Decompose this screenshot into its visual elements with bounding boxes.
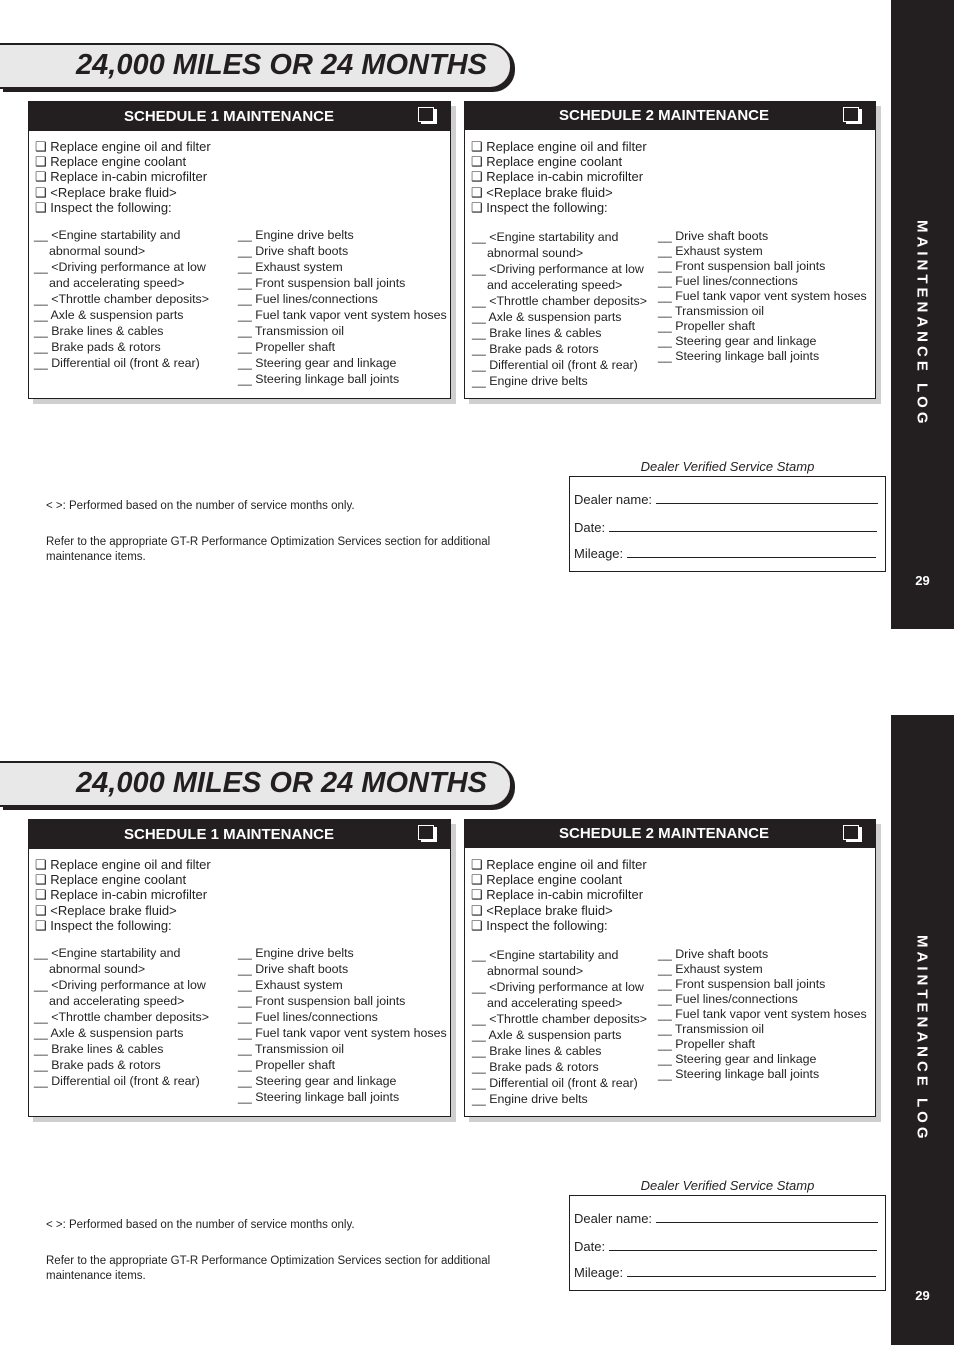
checkbox-icon [418,825,434,840]
list-item[interactable]: ❑ Replace engine oil and filter [471,857,647,872]
inspect-item[interactable]: __ <Driving performance at low [34,978,206,992]
inspect-item[interactable]: __ Differential oil (front & rear) [472,1076,638,1090]
inspect-item[interactable]: __ Steering linkage ball joints [238,372,400,386]
inspect-item[interactable]: __ <Engine startability and [34,228,181,242]
inspect-item[interactable]: __ Axle & suspension parts [472,310,622,324]
schedule2-box [464,819,876,1117]
inspect-item-cont: and accelerating speed> [49,994,185,1008]
inspect-item-cont: and accelerating speed> [487,278,623,292]
inspect-item[interactable]: __ <Driving performance at low [472,980,644,994]
inspect-item[interactable]: __ Propeller shaft [658,1037,756,1051]
inspect-item[interactable]: __ Axle & suspension parts [34,1026,184,1040]
schedule2-header [465,820,875,848]
inspect-item[interactable]: __ Exhaust system [658,244,763,258]
mileage-label: Mileage: [574,1265,624,1280]
inspect-item[interactable]: __ Steering linkage ball joints [658,1067,820,1081]
inspect-item-cont: abnormal sound> [487,246,584,260]
inspect-item[interactable]: __ Engine drive belts [238,946,354,960]
inspect-item-cont: and accelerating speed> [487,996,623,1010]
inspect-item[interactable]: __ Engine drive belts [472,1092,588,1106]
date-label: Date: [574,520,606,535]
inspect-item[interactable]: __ Propeller shaft [238,1058,336,1072]
schedule1-box [28,101,451,399]
inspect-item[interactable]: __ Steering gear and linkage [238,356,397,370]
dealer-name-label: Dealer name: [574,1211,653,1226]
schedule1-items [35,857,211,933]
inspect-item[interactable]: __ <Throttle chamber deposits> [34,1010,209,1024]
inspect-item[interactable]: __ Drive shaft boots [238,962,349,976]
inspect-item[interactable]: __ Transmission oil [238,1042,345,1056]
mileage-label: Mileage: [574,546,624,561]
list-item: ❑ Inspect the following: [35,199,172,215]
sidebar [891,0,954,629]
list-item: ❑ Inspect the following: [471,199,608,215]
schedule2-items [471,139,647,215]
inspect-item[interactable]: __ Drive shaft boots [658,947,769,961]
list-item[interactable]: ❑ <Replace brake fluid> [471,184,613,200]
sidebar-label: MAINTENANCE LOG [913,935,931,1143]
list-item[interactable]: ❑ Replace engine oil and filter [35,857,211,872]
inspect-item[interactable]: __ Steering linkage ball joints [238,1090,400,1104]
inspect-item[interactable]: __ Transmission oil [658,304,765,318]
schedule1-col1 [34,227,209,371]
inspect-item[interactable]: __ Fuel tank vapor vent system hoses [238,308,447,322]
schedule2-box [464,101,876,399]
inspect-item-cont: abnormal sound> [49,962,146,976]
inspect-item[interactable]: __ Brake pads & rotors [34,1058,161,1072]
list-item[interactable]: ❑ Replace engine coolant [35,154,187,170]
schedule1-box [28,819,451,1117]
schedule2-col1 [472,947,647,1107]
inspect-item[interactable]: __ Exhaust system [238,978,343,992]
schedule1-header [29,102,450,131]
inspect-item[interactable]: __ <Engine startability and [472,948,619,962]
inspect-item[interactable]: __ Fuel lines/connections [658,992,798,1006]
dealer-name-field[interactable] [574,491,878,507]
dealer-stamp-box [569,1195,886,1291]
schedule1-heading: SCHEDULE 1 MAINTENANCE [124,826,335,843]
inspect-item[interactable]: __ Exhaust system [238,260,343,274]
dealer-name-field[interactable] [574,1210,878,1226]
checkbox-icon [843,107,859,122]
inspect-item[interactable]: __ Differential oil (front & rear) [472,358,638,372]
inspect-item[interactable]: __ <Throttle chamber deposits> [34,292,209,306]
page-top [0,0,954,630]
schedule2-header [465,102,875,130]
inspect-item[interactable]: __ <Engine startability and [34,946,181,960]
date-field[interactable] [574,1238,877,1254]
inspect-item[interactable]: __ Front suspension ball joints [238,276,406,290]
list-item: ❑ Inspect the following: [35,917,172,933]
inspect-item[interactable]: __ Engine drive belts [472,374,588,388]
date-label: Date: [574,1239,606,1254]
schedule1-items [35,139,211,215]
section-title: 24,000 MILES OR 24 MONTHS [76,767,487,799]
inspect-item[interactable]: __ Front suspension ball joints [658,259,826,273]
inspect-item[interactable]: __ Brake lines & cables [472,326,602,340]
note-refer: Refer to the appropriate GT-R Performance Optimization Services section for additional maintenance items. [46,1255,491,1282]
stamp-title: Dealer Verified Service Stamp [640,1178,815,1193]
note-months: < >: Performed based on the number of service months only. [46,500,355,512]
schedule1-col2 [238,945,447,1105]
page-bottom [0,718,954,1348]
inspect-item[interactable]: __ <Throttle chamber deposits> [472,1012,647,1026]
inspect-item[interactable]: __ Fuel tank vapor vent system hoses [238,1026,447,1040]
inspect-item[interactable]: __ Brake lines & cables [472,1044,602,1058]
inspect-item[interactable]: __ <Throttle chamber deposits> [472,294,647,308]
inspect-item[interactable]: __ Fuel lines/connections [658,274,798,288]
sidebar-label: MAINTENANCE LOG [913,220,931,428]
schedule2-heading: SCHEDULE 2 MAINTENANCE [559,825,770,842]
inspect-item[interactable]: __ Brake pads & rotors [472,1060,599,1074]
mileage-field[interactable] [574,1264,876,1280]
inspect-item[interactable]: __ Engine drive belts [238,228,354,242]
schedule1-header [29,820,450,849]
section-title: 24,000 MILES OR 24 MONTHS [76,49,487,81]
inspect-item[interactable]: __ Fuel lines/connections [238,1010,378,1024]
inspect-item-cont: and accelerating speed> [49,276,185,290]
inspect-item[interactable]: __ Exhaust system [658,962,763,976]
schedule1-col1 [34,945,209,1089]
list-item[interactable]: ❑ Replace engine coolant [471,154,623,170]
inspect-item[interactable]: __ Propeller shaft [238,340,336,354]
schedule2-col1 [472,229,647,389]
inspect-item[interactable]: __ <Engine startability and [472,230,619,244]
inspect-item[interactable]: __ Fuel tank vapor vent system hoses [658,1007,867,1021]
note-months: < >: Performed based on the number of service months only. [46,1219,355,1231]
list-item[interactable]: ❑ <Replace brake fluid> [35,184,177,200]
page-number: 29 [915,573,930,588]
date-field[interactable] [574,519,877,535]
list-item[interactable]: ❑ Replace engine oil and filter [35,139,211,154]
section-title-bar [0,761,512,807]
inspect-item[interactable]: __ Front suspension ball joints [238,994,406,1008]
inspect-item[interactable]: __ Fuel lines/connections [238,292,378,306]
inspect-item[interactable]: __ Steering gear and linkage [658,334,817,348]
inspect-item[interactable]: __ Brake pads & rotors [472,342,599,356]
inspect-item[interactable]: __ Transmission oil [658,1022,765,1036]
note-refer: Refer to the appropriate GT-R Performance Optimization Services section for additional maintenance items. [46,536,491,563]
list-item[interactable]: ❑ <Replace brake fluid> [35,902,177,918]
mileage-field[interactable] [574,545,876,561]
section-title-bar [0,43,512,89]
list-item[interactable]: ❑ Replace engine coolant [471,872,623,888]
inspect-item[interactable]: __ Front suspension ball joints [658,977,826,991]
schedule1-heading: SCHEDULE 1 MAINTENANCE [124,108,335,125]
inspect-item[interactable]: __ <Driving performance at low [472,262,644,276]
page-number: 29 [915,1288,930,1303]
sidebar [891,715,954,1345]
list-item[interactable]: ❑ Replace engine coolant [35,872,187,888]
inspect-item[interactable]: __ Fuel tank vapor vent system hoses [658,289,867,303]
inspect-item[interactable]: __ Brake lines & cables [34,1042,164,1056]
inspect-item[interactable]: __ Axle & suspension parts [34,308,184,322]
inspect-item-cont: abnormal sound> [487,964,584,978]
list-item[interactable]: ❑ <Replace brake fluid> [471,902,613,918]
inspect-item[interactable]: __ Transmission oil [238,324,345,338]
dealer-stamp-box [569,476,886,572]
list-item[interactable]: ❑ Replace engine oil and filter [471,139,647,154]
schedule1-col2 [238,227,447,387]
list-item[interactable]: ❑ Replace in-cabin microfilter [35,169,208,185]
inspect-item[interactable]: __ Brake lines & cables [34,324,164,338]
inspect-item[interactable]: __ Steering gear and linkage [658,1052,817,1066]
inspect-item[interactable]: __ Propeller shaft [658,319,756,333]
schedule2-col2 [658,229,867,364]
inspect-item[interactable]: __ Drive shaft boots [658,229,769,243]
dealer-name-label: Dealer name: [574,492,653,507]
inspect-item[interactable]: __ Steering linkage ball joints [658,349,820,363]
list-item: ❑ Inspect the following: [471,917,608,933]
schedule2-col2 [658,947,867,1082]
inspect-item[interactable]: __ Axle & suspension parts [472,1028,622,1042]
list-item[interactable]: ❑ Replace in-cabin microfilter [471,887,644,903]
stamp-title: Dealer Verified Service Stamp [640,459,815,474]
list-item[interactable]: ❑ Replace in-cabin microfilter [35,887,208,903]
inspect-item[interactable]: __ Drive shaft boots [238,244,349,258]
inspect-item[interactable]: __ Differential oil (front & rear) [34,1074,200,1088]
checkbox-icon [418,107,434,122]
schedule2-items [471,857,647,933]
list-item[interactable]: ❑ Replace in-cabin microfilter [471,169,644,185]
checkbox-icon [843,825,859,840]
inspect-item[interactable]: __ Differential oil (front & rear) [34,356,200,370]
inspect-item-cont: abnormal sound> [49,244,146,258]
inspect-item[interactable]: __ Steering gear and linkage [238,1074,397,1088]
inspect-item[interactable]: __ Brake pads & rotors [34,340,161,354]
schedule2-heading: SCHEDULE 2 MAINTENANCE [559,107,770,124]
inspect-item[interactable]: __ <Driving performance at low [34,260,206,274]
